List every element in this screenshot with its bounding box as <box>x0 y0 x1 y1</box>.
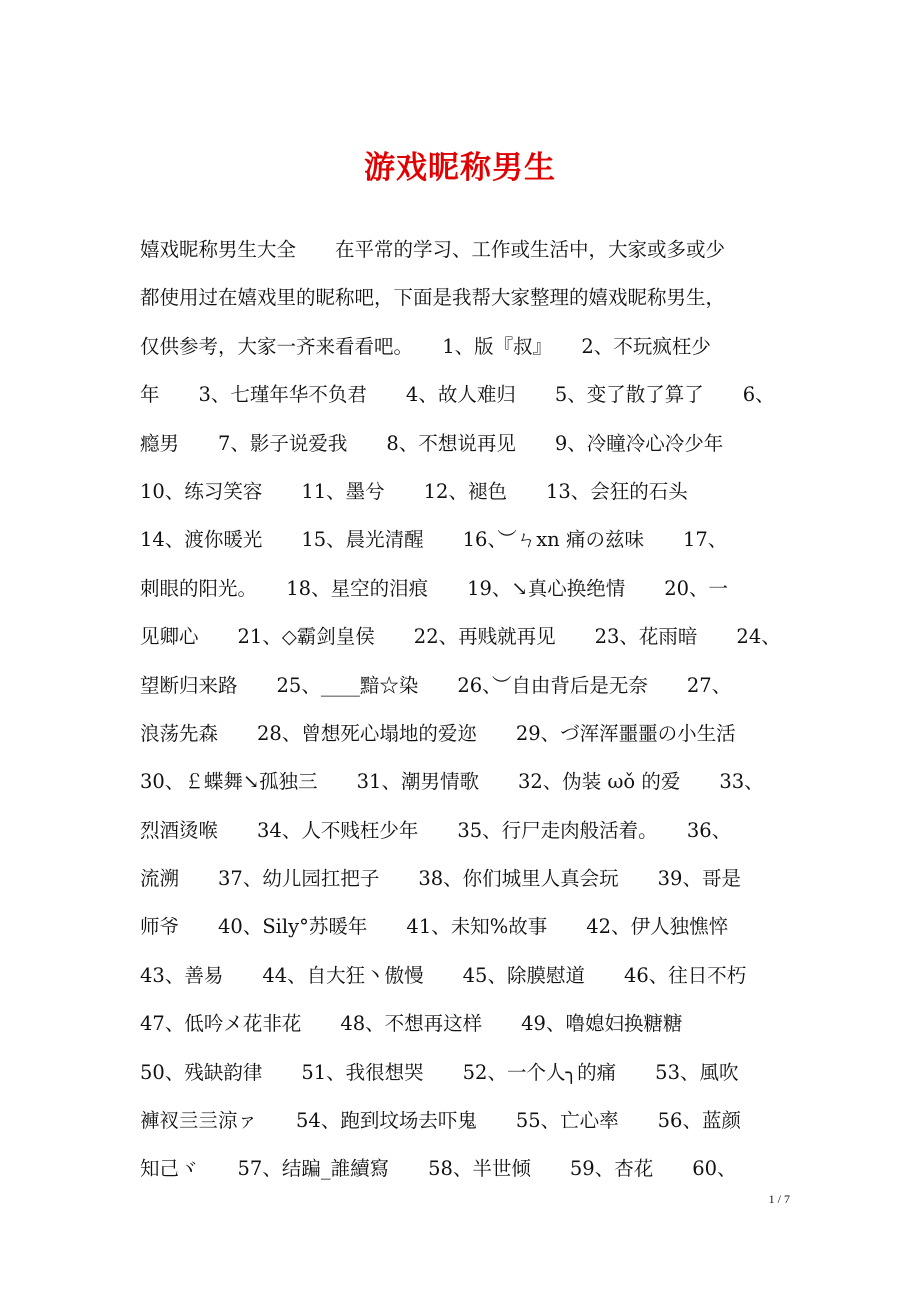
body-line: 褲衩亖亖涼ァ 54、跑到坟场去吓鬼 55、亡心率 56、蓝颜 <box>140 1109 741 1133</box>
body-line: 都使用过在嬉戏里的昵称吧，下面是我帮大家整理的嬉戏昵称男生， <box>140 286 726 310</box>
body-line: 年 3、七瑾年华不负君 4、故人难归 5、变了散了算了 6、 <box>140 383 775 407</box>
body-line: 知己ヾ 57、结蹁_誰續寫 58、半世倾 59、杏花 60、 <box>140 1157 737 1181</box>
body-line: 见卿心 21、◇霸剑皇侯 22、再贱就再见 23、花雨暗 24、 <box>140 625 781 649</box>
body-line: 14、渡你暖光 15、晨光清醒 16、︶ㄣxn 痛の兹味 17、 <box>140 528 728 552</box>
body-line: 瘾男 7、影子说爱我 8、不想说再见 9、冷瞳冷心冷少年 <box>140 431 724 455</box>
body-line: 浪荡先森 28、曾想死心塌地的爱迩 29、づ浑浑噩噩の小生活 <box>140 721 736 745</box>
body-line: 47、低吟メ花非花 48、不想再这样 49、噜媳妇换糖糖 <box>140 1012 683 1036</box>
body-line: 望断归来路 25、____黯☆染 26、︶自由背后是无奈 27、 <box>140 673 732 697</box>
body-line: 50、残缺韵律 51、我很想哭 52、一个人╮的痛 53、風吹 <box>140 1060 739 1084</box>
body-line: 仅供参考，大家一齐来看看吧。 1、版『叔』 2、不玩疯枉少 <box>140 334 711 358</box>
body-line: 烈酒烫喉 34、人不贱枉少年 35、行尸走肉般活着。 36、 <box>140 818 732 842</box>
body-line: 嬉戏昵称男生大全 在平常的学习、工作或生活中，大家或多或少 <box>140 238 726 261</box>
document-body <box>140 226 800 1194</box>
body-line: 10、练习笑容 11、墨兮 12、褪色 13、会狂的石头 <box>140 479 688 503</box>
body-line: 刺眼的阳光。 18、星空的泪痕 19、↘真心换绝情 20、一 <box>140 576 729 600</box>
body-line: 30、￡蝶舞↘孤独三 31、潮男情歌 32、伪装 ωǒ 的爱 33、 <box>140 770 764 794</box>
body-line: 流溯 37、幼儿园扛把子 38、你们城里人真会玩 39、哥是 <box>140 867 741 891</box>
body-line: 43、善易 44、自大狂丶傲慢 45、除膜慰道 46、往日不朽 <box>140 963 747 987</box>
document-title: 游戏昵称男生 <box>364 150 556 186</box>
page-number: 1 / 7 <box>768 1192 790 1206</box>
body-line: 师爷 40、Sily°苏暖年 41、未知%故事 42、伊人独憔悴 <box>140 915 729 939</box>
